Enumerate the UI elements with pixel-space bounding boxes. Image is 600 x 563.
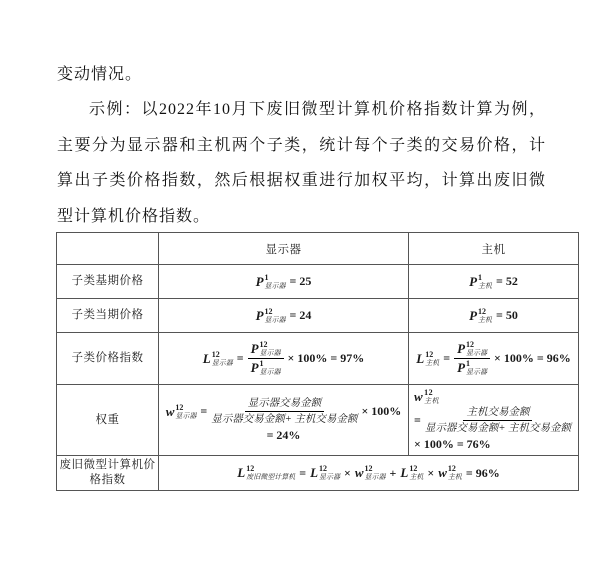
header-host: 主机 [409,233,579,265]
equals-sign: = [299,465,307,480]
math-variable: P 12 主机 [469,306,493,324]
row-label-weight: 权重 [57,385,159,456]
fraction [248,341,284,376]
multiply-sign: × [344,465,351,480]
formula-value: = 24 [289,308,312,322]
price-index-table [56,232,579,491]
fraction-numerator: 显示器交易金额 [247,398,322,409]
formula-result: = 96% [465,465,500,480]
header-empty [57,233,159,265]
math-variable: P 1 主机 [469,272,493,290]
formula-total-index [161,465,576,481]
equals-sign: = [443,351,451,365]
table-row-total-index [57,456,579,491]
math-variable: L 12 主机 [400,464,424,481]
cell-current-price-monitor [159,299,409,333]
cell-price-index-host [409,333,579,385]
fraction [454,341,490,376]
formula-result: × 100% = 97% [287,351,365,365]
fraction [211,397,357,426]
fraction-denominator: 显示器交易金额+ 主机交易金额 [424,422,572,434]
fraction [425,406,571,435]
table-row-current-price [57,299,579,333]
table-row-price-index [57,333,579,385]
formula-value: = 52 [496,274,518,288]
formula-value: = 25 [289,274,312,288]
document-body [57,57,546,234]
row-label-price-index: 子类价格指数 [57,333,159,385]
cell-current-price-host [409,299,579,333]
row-label-base-price: 子类基期价格 [57,265,159,299]
formula-value: = 50 [496,308,518,322]
formula-base-monitor [161,274,406,290]
math-variable: w 12 主机 [414,387,440,405]
fraction-denominator: 显示器交易金额+ 主机交易金额 [211,414,358,425]
formula-current-host [411,308,576,324]
table-header-row [57,233,579,265]
formula-weight-host [414,389,576,452]
math-variable: P 1 显示器 [457,359,488,376]
table-row-base-price [57,265,579,299]
header-monitor: 显示器 [159,233,409,265]
math-variable: L 12 主机 [416,349,440,367]
formula-index-monitor [161,341,406,376]
formula-result: × 100% = 76% [414,436,491,451]
row-label-current-price: 子类当期价格 [57,299,159,333]
math-variable: L 12 废旧微型计算机 [237,464,296,481]
cell-price-index-monitor [159,333,409,385]
plus-sign: + [389,465,397,480]
math-variable: L 12 显示器 [202,349,233,367]
math-variable: w 12 主机 [438,464,462,481]
row-label-total-index: 废旧微型计算机价格指数 [57,456,159,491]
math-variable: w 12 显示器 [354,464,386,481]
equals-sign: = [200,404,208,418]
multiply-sign: × [427,465,435,480]
formula-result: = 24% [266,428,301,442]
formula-current-monitor [161,308,406,324]
paragraph-ending: 变动情况。 [57,66,143,83]
math-variable: w 12 显示器 [165,402,197,420]
cell-weight-host [409,385,579,456]
formula-result: × 100% = 96% [494,351,571,365]
formula-index-host [411,341,576,376]
formula-base-host [411,274,576,290]
math-variable: P 12 显示器 [457,340,488,357]
cell-total-index [159,456,579,491]
math-variable: P 1 显示器 [255,272,286,290]
paragraph-example: 示例：以2022年10月下废旧微型计算机价格指数计算为例，主要分为显示器和主机两个子类，统计每个子类的交易价格，计算出子类价格指数，然后根据权重进行加权平均，计算出废旧微型计算机价格指数。 [57,101,546,225]
fraction-numerator: 主机交易金额 [466,406,530,418]
cell-base-price-monitor [159,265,409,299]
formula-multiplier: × 100% [361,404,402,418]
math-variable: P 12 显示器 [250,340,281,357]
math-variable: P 1 显示器 [250,359,281,376]
equals-sign: = [414,412,421,427]
math-variable: P 12 显示器 [255,306,286,324]
cell-weight-monitor [159,385,409,456]
table-row-weight [57,385,579,456]
cell-base-price-host [409,265,579,299]
math-variable: L 12 显示器 [310,464,341,481]
formula-weight-monitor [161,397,406,443]
equals-sign: = [236,351,244,365]
